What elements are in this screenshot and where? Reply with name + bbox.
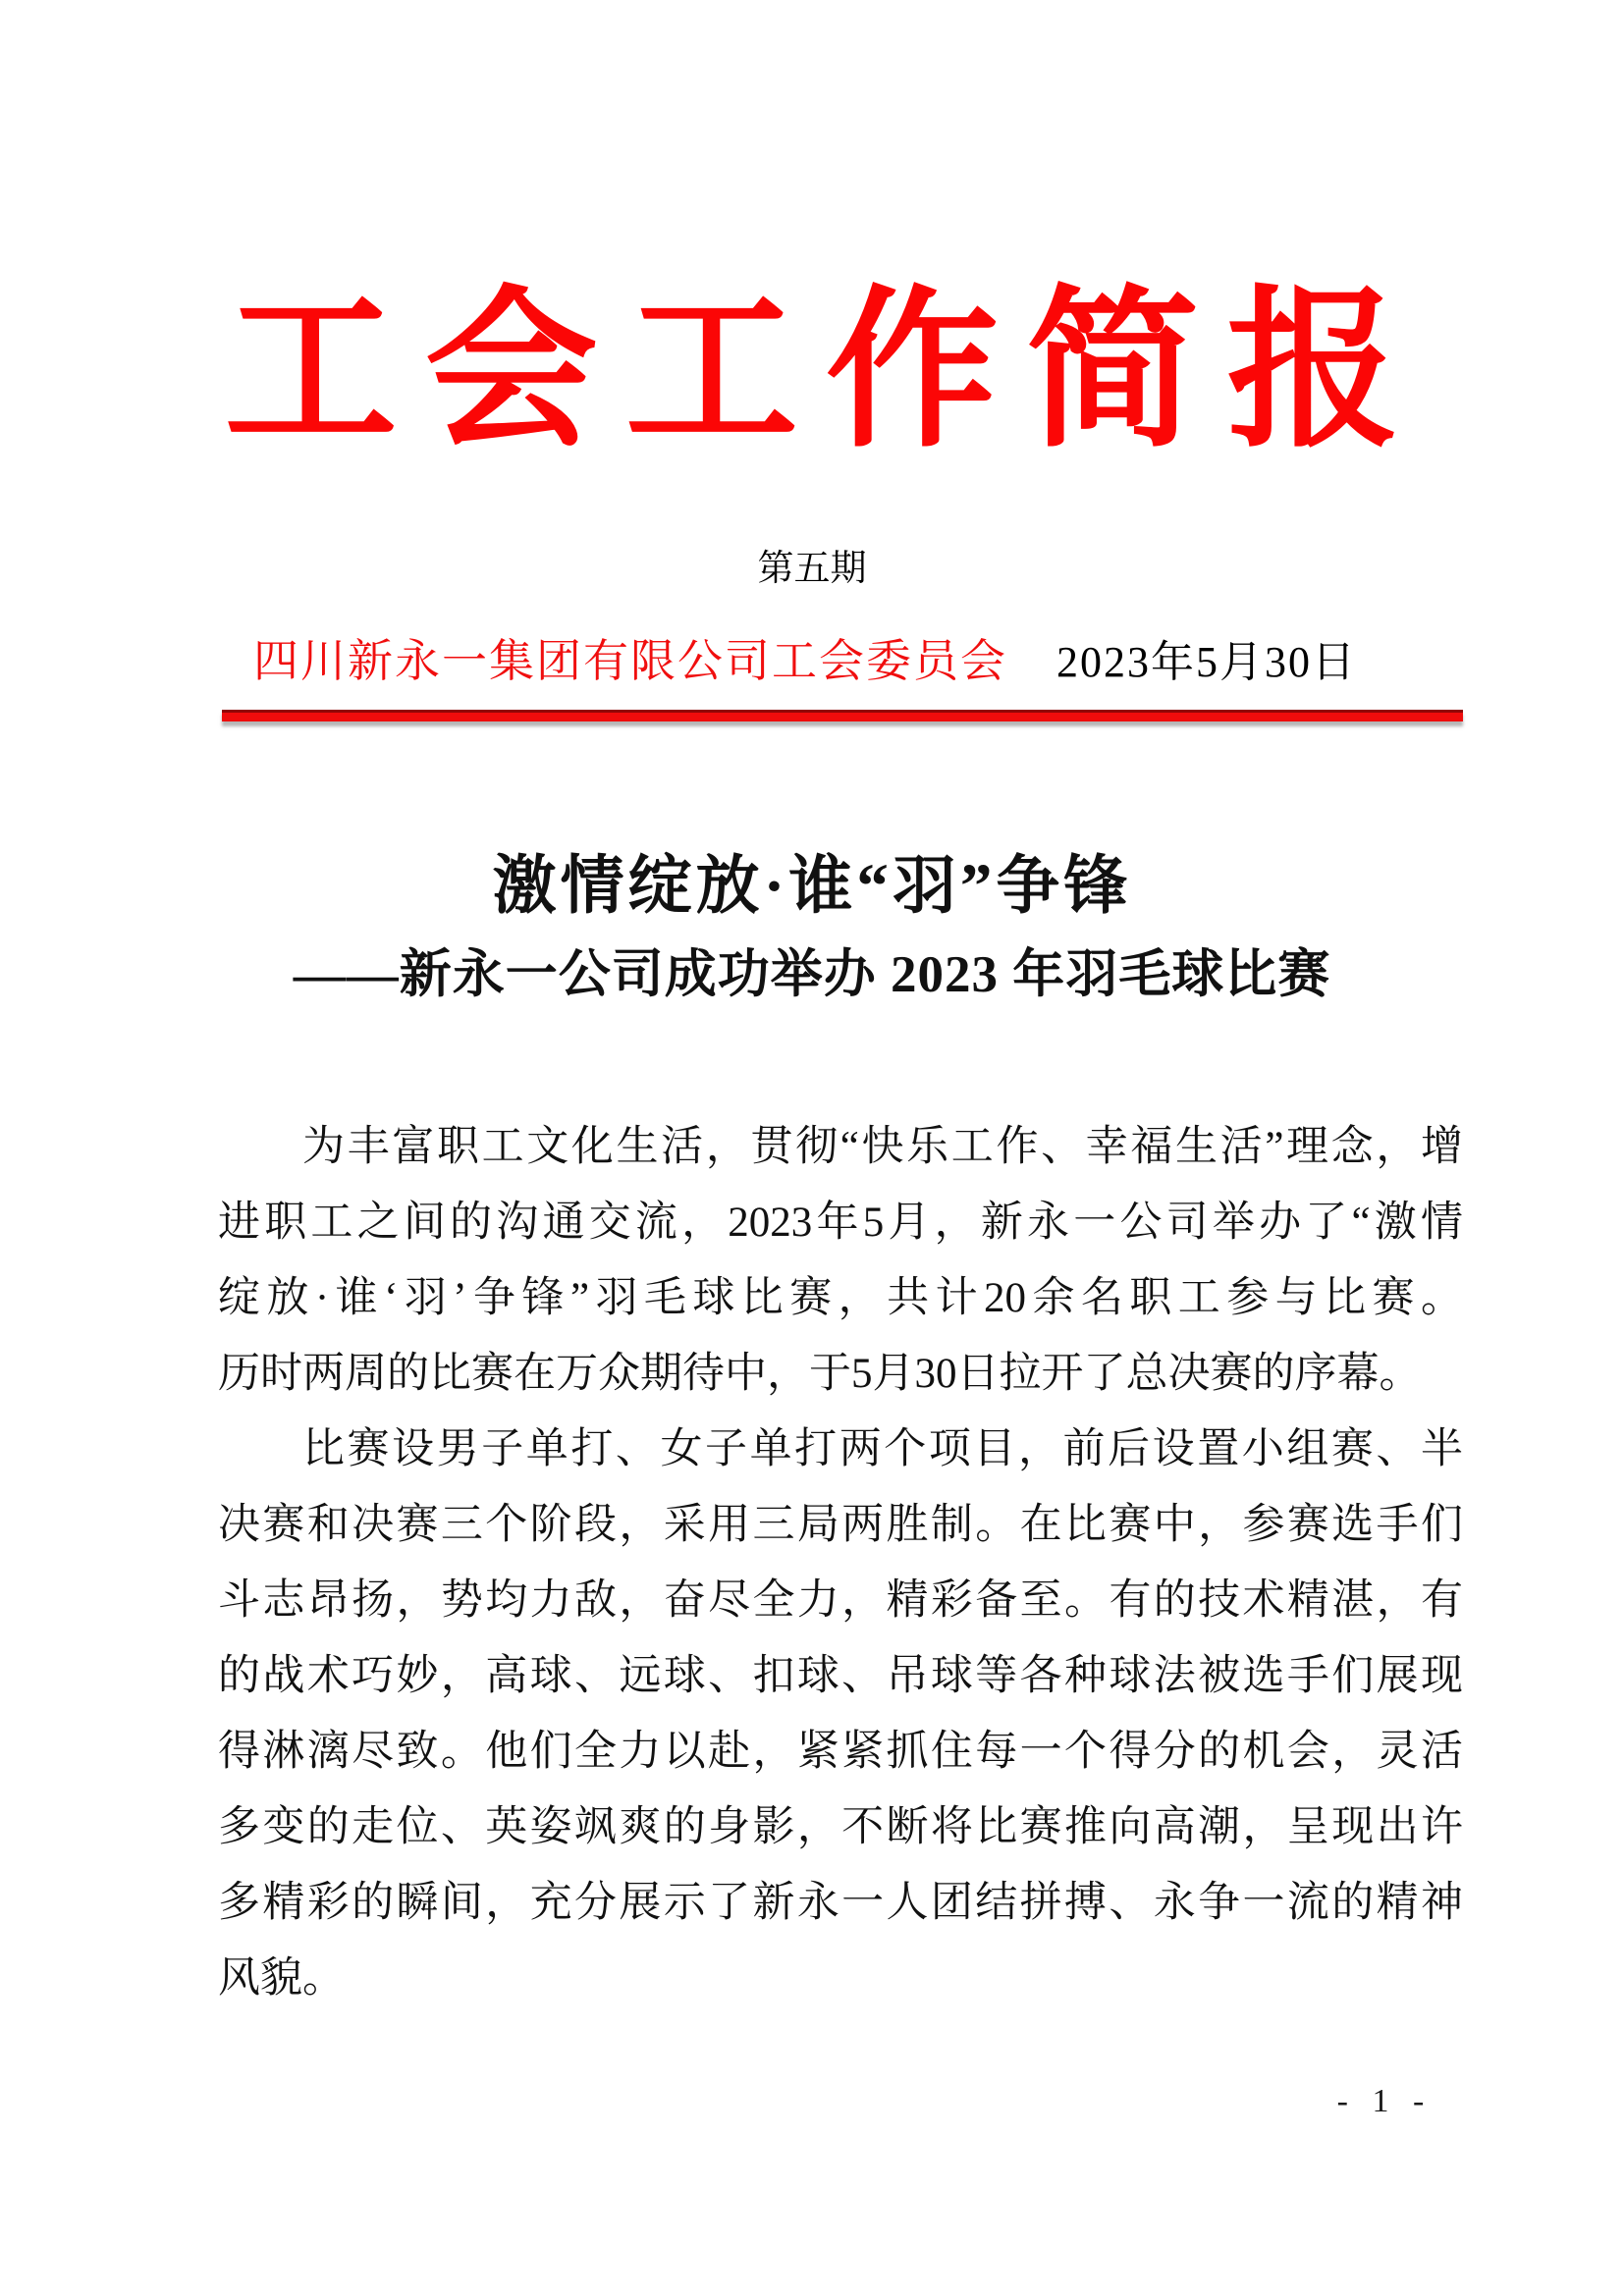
issue-number: 第五期: [757, 549, 867, 589]
body-line: 绽放·谁‘羽’争锋”羽毛球比赛，共计20余名职工参与比赛。: [218, 1275, 1463, 1321]
body-line: 多精彩的瞬间，充分展示了新永一人团结拼搏、永争一流的精神: [218, 1880, 1463, 1926]
body-line: 的战术巧妙，高球、远球、扣球、吊球等各种球法被选手们展现: [218, 1653, 1463, 1699]
article-subtitle: ——新永一公司成功举办 2023 年羽毛球比赛: [293, 946, 1331, 1003]
organization-name: 四川新永一集团有限公司工会委员会: [253, 636, 1007, 686]
body-line: 风貌。: [218, 1955, 345, 2002]
body-line: 多变的走位、英姿飒爽的身影，不断将比赛推向高潮，呈现出许: [218, 1804, 1463, 1850]
body-line: 得淋漓尽致。他们全力以赴，紧紧抓住每一个得分的机会，灵活: [218, 1729, 1463, 1775]
body-line: 历时两周的比赛在万众期待中，于5月30日拉开了总决赛的序幕。: [218, 1351, 1422, 1397]
body-line: 决赛和决赛三个阶段，采用三局两胜制。在比赛中，参赛选手们: [218, 1502, 1463, 1548]
page-number: - 1 -: [1336, 2083, 1433, 2119]
publication-date: 2023年5月30日: [1056, 638, 1357, 686]
masthead-title: 工会工作简报: [224, 277, 1428, 468]
body-line: 进职工之间的沟通交流，2023年5月，新永一公司举办了“激情: [218, 1200, 1463, 1246]
article-body: [218, 1109, 1463, 2016]
byline-row: [253, 634, 1357, 689]
body-line: 比赛设男子单打、女子单打两个项目，前后设置小组赛、半: [302, 1426, 1463, 1472]
body-line: 为丰富职工文化生活，贯彻“快乐工作、幸福生活”理念，增: [302, 1124, 1463, 1170]
red-divider-rule: [222, 710, 1463, 721]
article-title: 激情绽放·谁“羽”争锋: [492, 851, 1132, 922]
body-line: 斗志昂扬，势均力敌，奋尽全力，精彩备至。有的技术精湛，有: [218, 1577, 1463, 1624]
